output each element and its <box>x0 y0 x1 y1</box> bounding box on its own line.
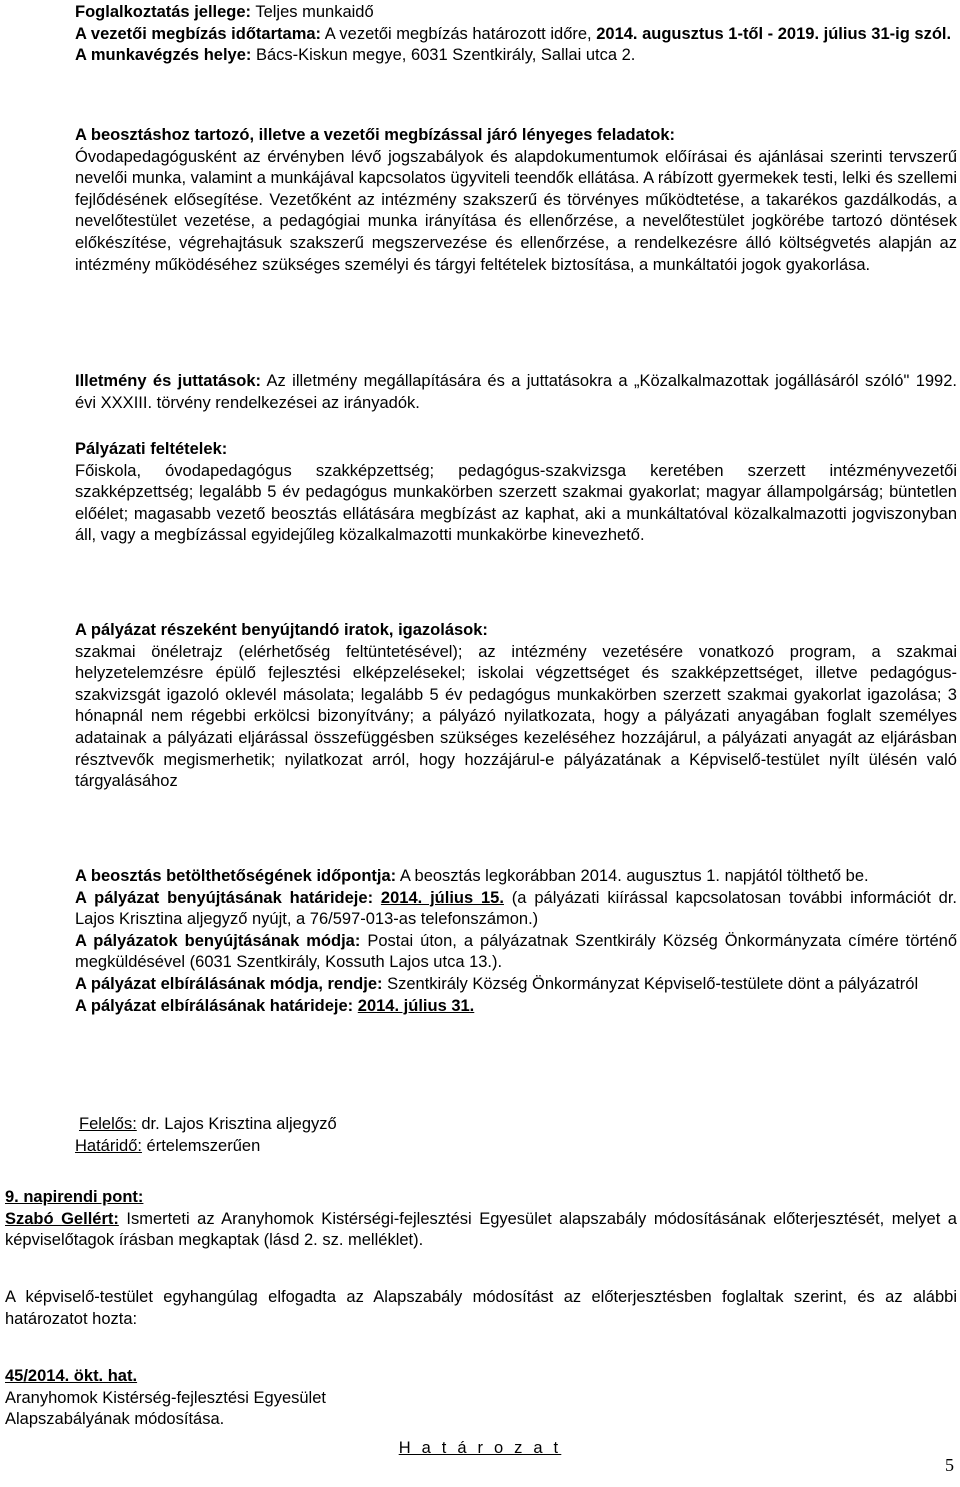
evaluation-deadline: A pályázat elbírálásának határideje: 2014. július 31. <box>75 996 475 1015</box>
responsible-block <box>75 1114 957 1157</box>
resolution-title-wrap <box>0 1438 960 1460</box>
responsible-deadline: Határidő: értelemszerűen <box>75 1136 261 1155</box>
agenda-item-label: 9. napirendi pont: <box>5 1188 144 1206</box>
intro-block <box>75 2 957 67</box>
duties-heading: A beosztáshoz tartozó, illetve a vezetői megbízással járó lényeges feladatok: <box>75 126 675 144</box>
page-number: 5 <box>945 1455 954 1475</box>
resolution-section <box>5 1366 957 1431</box>
conditions-section <box>75 439 957 547</box>
resolution-subject-2: Alapszabályának módosítása. <box>5 1410 225 1429</box>
decision-text: A képviselő-testület egyhangúlag elfogadta az Alapszabály módosítást az előterjesztésben foglaltak szerint, és az alábbi határozatot hozta: <box>5 1288 957 1328</box>
submission-deadline: A pályázat benyújtásának határideje: 2014. július 15. (a pályázati kiírással kapcsolatosan további információt dr. Lajos Krisztina aljegyző nyújt, a 76/597-013-as telefonszámon.) <box>75 888 957 929</box>
documents-heading: A pályázat részeként benyújtandó iratok, igazolások: <box>75 621 488 639</box>
evaluation-method: A pályázat elbírálásának módja, rendje: Szentkirály Község Önkormányzat Képviselő-testülete dönt a pályázatról <box>75 974 919 993</box>
resolution-subject-1: Aranyhomok Kistérség-fejlesztési Egyesület <box>5 1388 326 1407</box>
mandate-duration: A vezetői megbízás időtartama: A vezetői megbízás határozott időre, 2014. augusztus 1-től - 2019. július 31-ig szól. <box>75 24 952 43</box>
agenda-speaker-text: Szabó Gellért: Ismerteti az Aranyhomok Kistérségi-fejlesztési Egyesület alapszabály módosításának előterjesztését, melyet a képviselőtagok írásban megkaptak (lásd 2. sz. melléklet). <box>5 1209 957 1250</box>
salary-section <box>75 371 957 414</box>
submission-method: A pályázatok benyújtásának módja: Postai úton, a pályázatnak Szentkirály Község Önkormányzata címére történő megküldésével (6031 Szentkirály, Kossuth Lajos utca 13.). <box>75 931 957 972</box>
employment-type: Foglalkoztatás jellege: Teljes munkaidő <box>75 3 374 21</box>
start-date: A beosztás betölthetőségének időpontja: A beosztás legkorábban 2014. augusztus 1. napjától tölthető be. <box>75 867 869 885</box>
documents-text: szakmai önéletrajz (elérhetőség feltüntetésével); az intézmény vezetésére vonatkozó program, a szakmai helyzetelemzésre épülő fejlesztési elképzelésekel; iskolai végzettséget és szakképzettséget, illetve pedagógus-szakvizsgát igazoló oklevél másolata; legalább 5 év pedagógus munkakörben szerzett szakmai gyakorlat igazolása; 3 hónapnál nem régebbi erkölcsi bizonyítvány; a pályázó nyilatkozata, hogy a pályázati anyagában foglalt személyes adatainak a pályázati eljárással összefüggésben szükséges kezeléséhez hozzájárul, a pályázati anyagát az eljárásban résztvevők megismerhetik; nyilatkozat arról, hogy hozzájárul-e pályázatának a Képviselő-testület nyílt ülésén való tárgyalásához <box>75 642 957 791</box>
dates-section <box>75 866 957 1017</box>
documents-section <box>75 620 957 793</box>
workplace: A munkavégzés helye: Bács-Kiskun megye, 6031 Szentkirály, Sallai utca 2. <box>75 46 636 65</box>
resolution-title: H a t á r o z a t <box>398 1439 562 1457</box>
duties-text: Óvodapedagógusként az érvényben lévő jogszabályok és alapdokumentumok előírásai és ajánlásai szerinti tervszerű nevelői munka, valamint a munkájával kapcsolatos ügyviteli teendők ellátása. A rábízott gyermekek testi, lelki és szellemi fejlődésének elősegítése. Vezetőként az intézmény szakszerű és törvényes működtetése, a takarékos gazdálkodás, a nevelőtestület vezetése, a pedagógiai munka irányítása és ellenőrzése, a nevelőtestület jogkörébe tartozó döntések előkészítése, végrehajtásuk szakszerű megszervezése és ellenőrzése, a rendelkezésre álló költségvetés alapján az intézmény működéséhez szükséges személyi és tárgyi feltételek biztosítása, a munkáltatói jogok gyakorlása. <box>75 147 957 274</box>
responsible-person: Felelős: dr. Lajos Krisztina aljegyző <box>79 1115 337 1133</box>
agenda-section <box>5 1187 957 1252</box>
duties-section <box>75 125 957 276</box>
conditions-text: Főiskola, óvodapedagógus szakképzettség; pedagógus-szakvizsga keretében szerzett intézményvezetői szakképzettség; legalább 5 év pedagógus munkakörben szerzett szakmai gyakorlat; magyar állampolgárság; büntetlen előélet; magasabb vezető beosztás ellátására megbízást az kaphat, aki a munkáltatóval közalkalmazotti jogviszonyban áll, vagy a megbízással egyidejűleg közalkalmazotti munkakörbe kinevezhető. <box>75 461 957 545</box>
conditions-heading: Pályázati feltételek: <box>75 440 228 458</box>
salary-text: Illetmény és juttatások: Az illetmény megállapítására és a juttatásokra a „Közalkalmazottak jogállásáról szóló" 1992. évi XXXIII. törvény rendelkezései az irányadók. <box>75 372 957 412</box>
resolution-number: 45/2014. ökt. hat. <box>5 1367 138 1385</box>
decision-section <box>5 1287 957 1330</box>
